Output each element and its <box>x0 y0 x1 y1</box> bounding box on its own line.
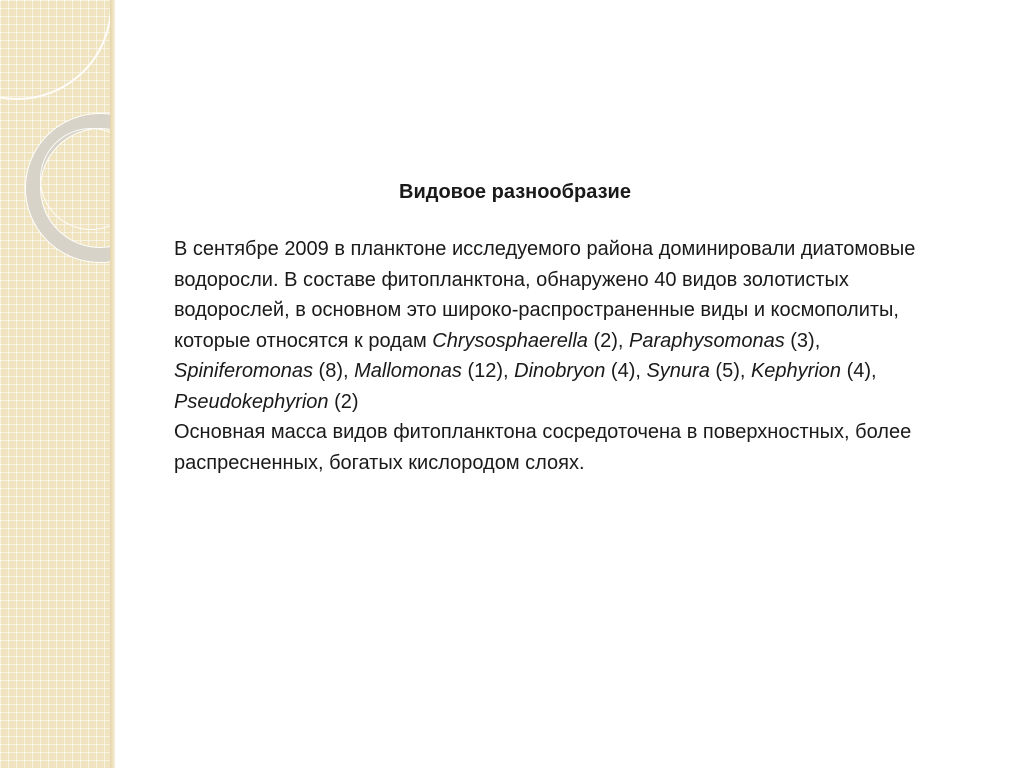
genus-name: Pseudokephyrion <box>174 390 329 413</box>
genus-name: Paraphysomonas <box>629 329 785 352</box>
genus-name: Kephyrion <box>750 360 842 382</box>
sidebar-edge <box>110 0 115 768</box>
genus-count: (4), <box>610 360 641 382</box>
genus-name: Mallomonas <box>354 360 462 382</box>
genus-count: (12), <box>467 360 509 382</box>
genus-name: Dinobryon <box>514 360 606 382</box>
genus-count: (3), <box>790 329 821 352</box>
genus-name: Synura <box>646 360 710 382</box>
decorative-sidebar <box>0 0 113 768</box>
genus-count: (2) <box>334 390 359 413</box>
slide-content <box>174 176 964 478</box>
genus-name: Spiniferomonas <box>174 360 313 382</box>
genus-count: (2), <box>593 329 624 352</box>
genus-name: Chrysosphaerella <box>432 329 588 352</box>
genus-count: (4), <box>846 360 877 382</box>
body-paragraph <box>174 234 964 478</box>
slide-title: Видовое разнообразие <box>399 181 631 203</box>
decorative-ring-large <box>0 0 112 100</box>
genus-count: (8), <box>318 360 349 382</box>
genus-count: (5), <box>715 360 746 382</box>
conclusion-text: Основная масса видов фитопланктона сосредоточена в поверхностных, более распресненных, богатых кислородом слоях. <box>174 421 912 474</box>
intro-text: В сентябре 2009 в планктоне исследуемого района доминировали диатомовые водоросли. В составе фитопланктона, обнаружено 40 видов золотистых водорослей, в основном это широко-распространенные виды и космополиты, которые относятся к родам <box>174 238 916 352</box>
